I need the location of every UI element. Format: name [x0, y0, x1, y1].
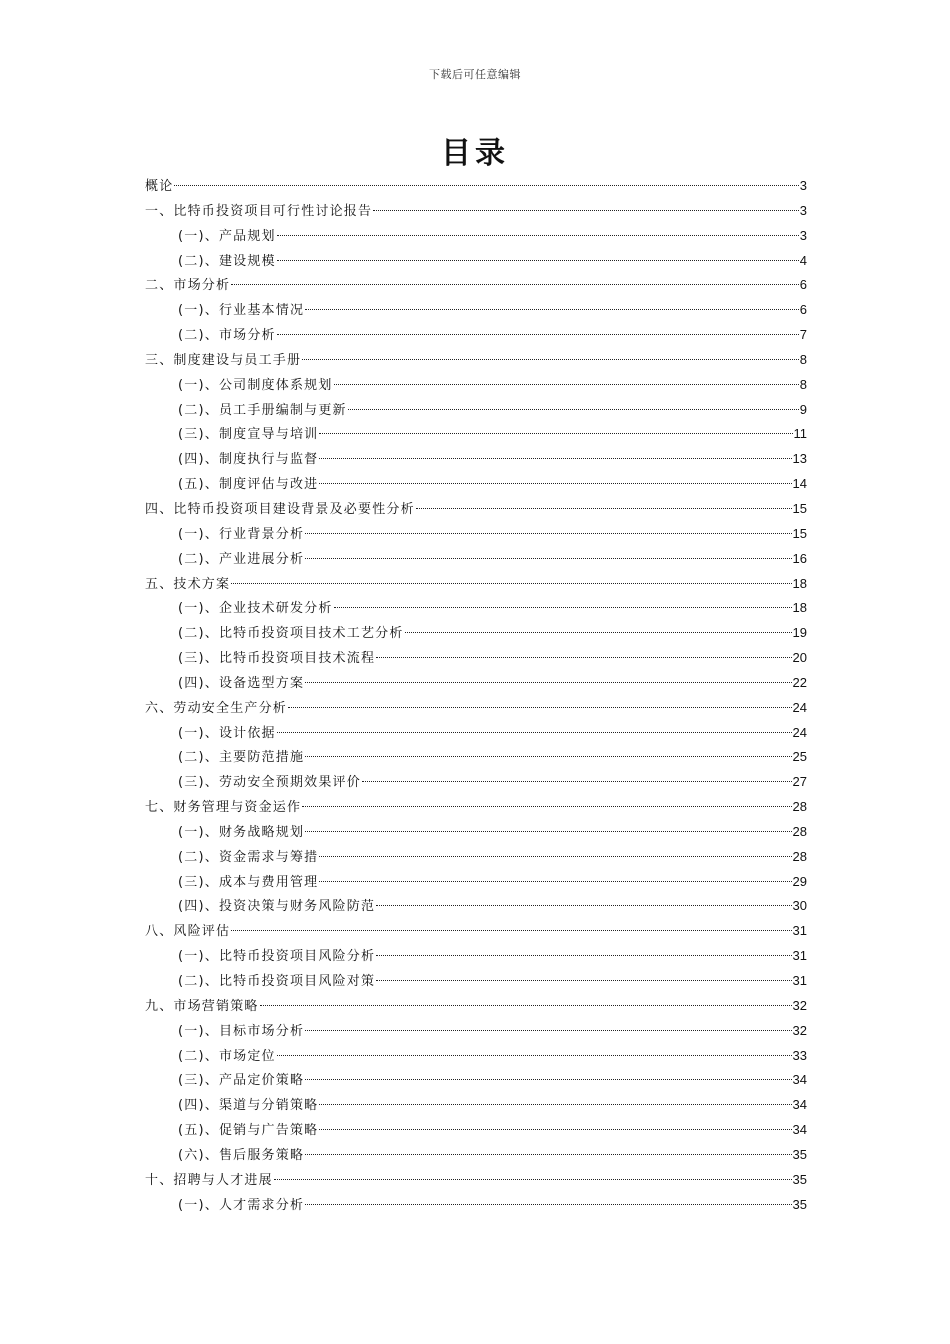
toc-dot-leader	[305, 831, 791, 832]
toc-entry-label: (二)、比特币投资项目风险对策	[178, 974, 376, 989]
toc-entry-label: (二)、员工手册编制与更新	[178, 402, 347, 418]
toc-dot-leader	[174, 185, 798, 186]
toc-page-number: 15	[792, 525, 807, 541]
toc-chapter-link[interactable]	[145, 696, 807, 721]
toc-section-link[interactable]	[145, 621, 807, 646]
toc-entry-label: 二、市场分析	[145, 278, 231, 294]
toc-section-link[interactable]	[145, 472, 807, 497]
toc-entry-label: (一)、比特币投资项目风险分析	[178, 949, 376, 965]
toc-page-number: 31	[792, 923, 807, 939]
toc-page-number: 3	[799, 178, 807, 193]
toc-section-link[interactable]	[145, 845, 807, 870]
toc-dot-leader	[277, 1055, 792, 1056]
toc-entry-label: 概论	[145, 179, 174, 194]
toc-page-number: 33	[792, 1047, 807, 1063]
toc-page-number: 8	[799, 376, 807, 392]
toc-dot-leader	[274, 1179, 792, 1180]
toc-entry-label: (一)、目标市场分析	[178, 1023, 305, 1039]
toc-dot-leader	[376, 905, 791, 906]
toc-entry-label: (一)、设计依据	[178, 725, 276, 741]
toc-dot-leader	[319, 881, 791, 882]
table-of-contents	[145, 174, 807, 1217]
toc-entry-label: 三、制度建设与员工手册	[145, 352, 302, 368]
toc-page-number: 7	[799, 327, 807, 343]
toc-section-link[interactable]	[145, 721, 807, 746]
toc-section-link[interactable]	[145, 745, 807, 770]
toc-dot-leader	[319, 483, 791, 484]
toc-entry-label: 八、风险评估	[145, 924, 231, 940]
toc-dot-leader	[405, 632, 792, 633]
toc-section-link[interactable]	[145, 596, 807, 621]
toc-page-number: 29	[792, 873, 807, 889]
toc-section-link[interactable]	[145, 1044, 807, 1069]
toc-section-link[interactable]	[145, 1143, 807, 1168]
toc-section-link[interactable]	[145, 522, 807, 547]
toc-page-number: 31	[792, 973, 807, 988]
toc-section-link[interactable]	[145, 1068, 807, 1093]
toc-dot-leader	[376, 657, 791, 658]
toc-page-number: 32	[792, 997, 807, 1013]
toc-page-number: 4	[799, 252, 807, 268]
toc-page-number: 24	[792, 724, 807, 740]
toc-page-number: 8	[799, 351, 807, 367]
toc-dot-leader	[260, 1005, 792, 1006]
toc-dot-leader	[231, 583, 791, 584]
toc-entry-label: 四、比特币投资项目建设背景及必要性分析	[145, 501, 415, 517]
toc-section-link[interactable]	[145, 770, 807, 795]
toc-page-number: 31	[792, 948, 807, 964]
toc-dot-leader	[305, 1204, 791, 1205]
toc-dot-leader	[319, 856, 791, 857]
toc-entry-label: 九、市场营销策略	[145, 998, 259, 1014]
toc-entry-label: (六)、售后服务策略	[178, 1147, 305, 1163]
toc-page-number: 34	[792, 1097, 807, 1113]
toc-section-link[interactable]	[145, 870, 807, 895]
toc-entry-label: (一)、企业技术研发分析	[178, 601, 333, 617]
toc-section-link[interactable]	[145, 1193, 807, 1218]
toc-entry-label: (三)、产品定价策略	[178, 1073, 305, 1089]
toc-page-number: 28	[792, 848, 807, 864]
toc-dot-leader	[302, 359, 799, 360]
toc-dot-leader	[348, 409, 799, 410]
toc-dot-leader	[305, 309, 799, 310]
toc-dot-leader	[305, 533, 791, 534]
toc-dot-leader	[305, 1030, 791, 1031]
toc-dot-leader	[334, 607, 792, 608]
toc-page-number: 22	[792, 674, 807, 690]
toc-page-number: 14	[792, 476, 807, 492]
toc-dot-leader	[288, 707, 792, 708]
toc-section-link[interactable]	[145, 820, 807, 845]
toc-entry-label: (二)、比特币投资项目技术工艺分析	[178, 626, 404, 642]
toc-page-number: 3	[799, 202, 807, 218]
toc-chapter-link[interactable]	[145, 1168, 807, 1193]
toc-chapter-link[interactable]	[145, 348, 807, 373]
toc-entry-label: (五)、制度评估与改进	[178, 477, 319, 493]
toc-section-link[interactable]	[145, 447, 807, 472]
toc-entry-label: (三)、制度宣导与培训	[178, 427, 319, 443]
toc-entry-label: (二)、产业进展分析	[178, 551, 305, 567]
toc-dot-leader	[305, 682, 791, 683]
toc-dot-leader	[277, 334, 799, 335]
toc-page-number: 19	[792, 625, 807, 641]
toc-dot-leader	[277, 235, 799, 236]
toc-page-number: 32	[792, 1022, 807, 1038]
toc-section-link[interactable]	[145, 398, 807, 423]
toc-section-link[interactable]	[145, 944, 807, 969]
toc-page-number: 34	[792, 1122, 807, 1138]
toc-dot-leader	[305, 1079, 791, 1080]
toc-entry-label: (二)、市场分析	[178, 328, 276, 344]
toc-page-number: 34	[792, 1072, 807, 1088]
toc-dot-leader	[277, 732, 792, 733]
toc-page-number: 3	[799, 227, 807, 243]
toc-page-number: 18	[792, 600, 807, 616]
toc-entry-label: 五、技术方案	[145, 576, 231, 592]
toc-page-number: 13	[792, 451, 807, 467]
toc-chapter-link[interactable]	[145, 273, 807, 298]
toc-page-number: 35	[792, 1146, 807, 1162]
toc-dot-leader	[373, 210, 799, 211]
toc-entry-label: (二)、建设规模	[178, 253, 276, 269]
toc-entry-label: (二)、主要防范措施	[178, 750, 305, 766]
toc-page-number: 20	[792, 650, 807, 666]
toc-section-link[interactable]	[145, 671, 807, 696]
toc-dot-leader	[302, 806, 791, 807]
toc-entry-label: (三)、劳动安全预期效果评价	[178, 775, 361, 791]
toc-chapter-link[interactable]	[145, 572, 807, 597]
toc-chapter-link[interactable]	[145, 497, 807, 522]
toc-entry-label: 六、劳动安全生产分析	[145, 700, 288, 716]
toc-dot-leader	[305, 756, 791, 757]
toc-section-link[interactable]	[145, 249, 807, 274]
toc-dot-leader	[319, 433, 792, 434]
toc-entry-label: (一)、人才需求分析	[178, 1197, 305, 1213]
toc-entry-label: (四)、渠道与分销策略	[178, 1098, 319, 1114]
toc-chapter-link[interactable]	[145, 919, 807, 944]
toc-dot-leader	[305, 558, 791, 559]
toc-entry-label: (四)、投资决策与财务风险防范	[178, 899, 376, 915]
toc-dot-leader	[319, 1129, 791, 1130]
toc-section-link[interactable]	[145, 298, 807, 323]
toc-section-link[interactable]	[145, 646, 807, 671]
toc-page-number: 24	[792, 699, 807, 715]
toc-entry-label: (一)、行业背景分析	[178, 526, 305, 542]
toc-page-number: 15	[792, 500, 807, 516]
toc-section-link[interactable]	[145, 422, 807, 447]
toc-page-number: 6	[799, 302, 807, 318]
toc-section-link[interactable]	[145, 547, 807, 572]
toc-page-number: 35	[792, 1171, 807, 1187]
toc-entry-label: 七、财务管理与资金运作	[145, 800, 302, 816]
toc-entry-label: 十、招聘与人才进展	[145, 1172, 273, 1188]
toc-page-number: 11	[793, 426, 807, 442]
toc-dot-leader	[305, 1154, 791, 1155]
toc-title: 目录	[441, 136, 509, 171]
toc-section-link[interactable]	[145, 373, 807, 398]
toc-entry-label: (二)、市场定位	[178, 1048, 276, 1064]
toc-page-number: 18	[792, 575, 807, 591]
toc-dot-leader	[277, 260, 799, 261]
toc-dot-leader	[334, 384, 799, 385]
header-note: 下载后可任意编辑	[429, 68, 521, 81]
toc-page-number: 28	[792, 799, 807, 815]
toc-dot-leader	[362, 781, 792, 782]
toc-dot-leader	[231, 284, 799, 285]
toc-page-number: 16	[792, 550, 807, 566]
toc-section-link[interactable]	[145, 969, 807, 994]
toc-entry-label: (四)、制度执行与监督	[178, 452, 319, 468]
toc-chapter-link[interactable]	[145, 994, 807, 1019]
toc-section-link[interactable]	[145, 323, 807, 348]
toc-entry-label: 一、比特币投资项目可行性讨论报告	[145, 203, 373, 219]
toc-dot-leader	[416, 508, 792, 509]
toc-dot-leader	[319, 1104, 791, 1105]
toc-page-number: 25	[792, 749, 807, 765]
toc-entry-label: (五)、促销与广告策略	[178, 1123, 319, 1139]
toc-section-link[interactable]	[145, 894, 807, 919]
toc-chapter-link[interactable]	[145, 174, 807, 199]
toc-entry-label: (一)、产品规划	[178, 228, 276, 244]
toc-page-number: 6	[799, 277, 807, 293]
toc-entry-label: (一)、公司制度体系规划	[178, 377, 333, 393]
toc-section-link[interactable]	[145, 1019, 807, 1044]
toc-entry-label: (四)、设备选型方案	[178, 675, 305, 691]
toc-dot-leader	[319, 458, 791, 459]
toc-dot-leader	[376, 980, 791, 981]
toc-page-number: 35	[792, 1196, 807, 1212]
toc-entry-label: (三)、成本与费用管理	[178, 874, 319, 890]
toc-section-link[interactable]	[145, 224, 807, 249]
toc-dot-leader	[231, 930, 791, 931]
toc-chapter-link[interactable]	[145, 199, 807, 224]
toc-page-number: 27	[792, 774, 807, 790]
toc-chapter-link[interactable]	[145, 795, 807, 820]
toc-entry-label: (三)、比特币投资项目技术流程	[178, 651, 376, 667]
toc-section-link[interactable]	[145, 1118, 807, 1143]
toc-page-number: 30	[792, 898, 807, 914]
toc-entry-label: (一)、行业基本情况	[178, 303, 305, 319]
toc-entry-label: (一)、财务战略规划	[178, 824, 305, 840]
toc-section-link[interactable]	[145, 1093, 807, 1118]
toc-entry-label: (二)、资金需求与筹措	[178, 849, 319, 865]
toc-page-number: 28	[792, 823, 807, 839]
toc-dot-leader	[376, 955, 791, 956]
toc-page-number: 9	[799, 401, 807, 417]
